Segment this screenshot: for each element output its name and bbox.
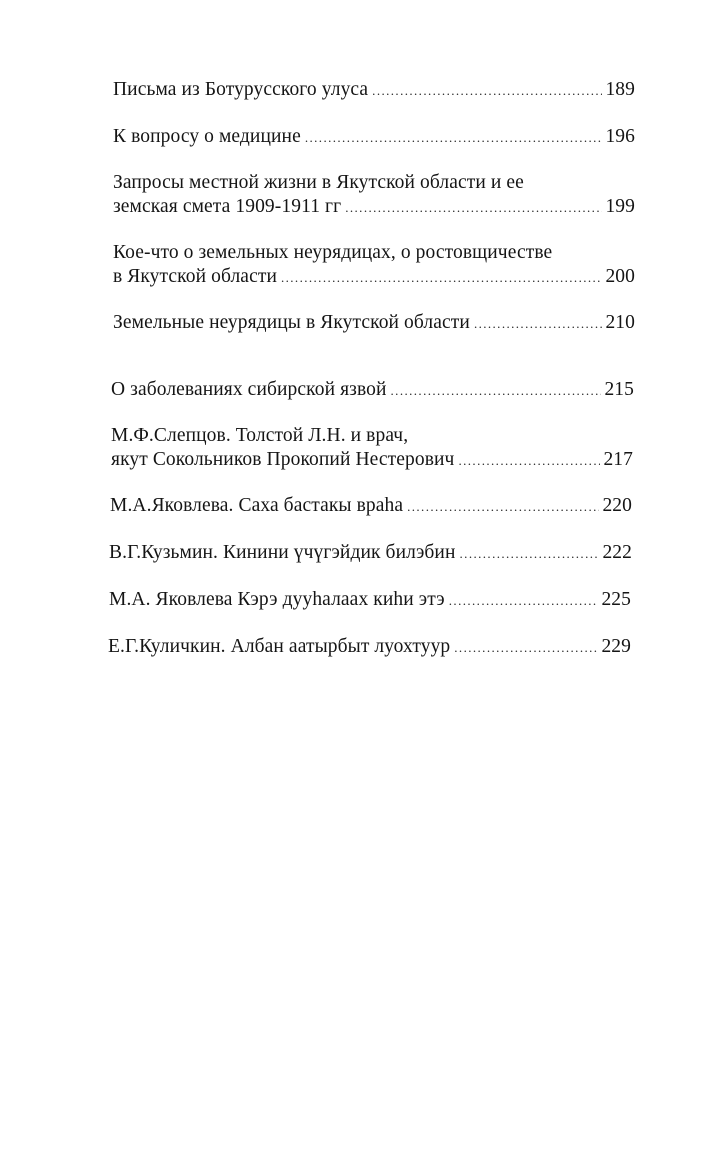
toc-entry-title: якут Сокольников Прокопий Нестерович (111, 449, 455, 470)
toc-page-number: 220 (602, 495, 632, 516)
toc-entry-title: земская смета 1909-1911 гг (113, 196, 342, 217)
toc-entry (109, 588, 631, 613)
toc-page-number: 217 (603, 449, 633, 470)
dot-leader (345, 196, 602, 220)
dot-leader (474, 312, 603, 336)
toc-page-number: 199 (605, 196, 635, 217)
toc-entry (113, 125, 635, 150)
toc-page-number: 200 (605, 266, 635, 287)
dot-leader (449, 589, 599, 613)
dot-leader (281, 266, 602, 290)
toc-entry-last-line (113, 195, 635, 220)
toc-entry (113, 78, 635, 103)
toc-entry (108, 635, 631, 660)
toc-entry-last-line (109, 541, 632, 566)
toc-entry-last-line (113, 78, 635, 103)
toc-entry-title: М.А.Яковлева. Саха бастакы враһа (110, 495, 404, 516)
toc-page-number: 229 (601, 636, 631, 657)
toc-entry-title: в Якутской области (113, 266, 277, 287)
toc-entry-title: О заболеваниях сибирской язвой (111, 379, 387, 400)
dot-leader (407, 495, 599, 519)
toc-entry-last-line (113, 265, 635, 290)
toc-entry-last-line (113, 311, 635, 336)
toc-page-number: 189 (605, 79, 635, 100)
dot-leader (372, 79, 602, 103)
toc-page-number: 215 (604, 379, 634, 400)
toc-entry (113, 311, 635, 336)
toc-entry-last-line (111, 378, 634, 403)
toc-entry-title: К вопросу о медицине (113, 126, 301, 147)
toc-entry (111, 424, 633, 473)
dot-leader (305, 126, 603, 150)
toc-entry-last-line (111, 448, 633, 473)
dot-leader (391, 379, 602, 403)
toc-entry-last-line (113, 125, 635, 150)
toc-page-number: 225 (601, 589, 631, 610)
toc-entry-title: Земельные неурядицы в Якутской области (113, 312, 470, 333)
toc-entry (110, 494, 632, 519)
toc-entry-title-line: Кое-что о земельных неурядицах, о ростовщичестве (113, 242, 553, 263)
toc-page-number: 222 (602, 542, 632, 563)
dot-leader (458, 449, 600, 473)
toc-entry (109, 541, 632, 566)
toc-entry-title: В.Г.Кузьмин. Кинини үчүгэйдик билэбин (109, 542, 456, 563)
toc-entry-title: М.А. Яковлева Кэрэ дууһалаах киһи этэ (109, 589, 445, 610)
toc-page-number: 210 (605, 312, 635, 333)
toc-entry (113, 241, 635, 290)
toc-entry-last-line (110, 494, 632, 519)
toc-entry (111, 378, 634, 403)
toc-entry-title-line: М.Ф.Слепцов. Толстой Л.Н. и врач, (111, 425, 409, 446)
toc-entry-last-line (108, 635, 631, 660)
toc-entry-title: Письма из Ботурусского улуса (113, 79, 369, 100)
dot-leader (460, 542, 600, 566)
toc-entry-title: Е.Г.Куличкин. Албан аатырбыт луохтуур (108, 636, 451, 657)
dot-leader (454, 636, 598, 660)
toc-entry-last-line (109, 588, 631, 613)
toc-entry-title-line: Запросы местной жизни в Якутской области и ее (113, 172, 524, 193)
toc-entry (113, 171, 635, 220)
toc-page-number: 196 (605, 126, 635, 147)
